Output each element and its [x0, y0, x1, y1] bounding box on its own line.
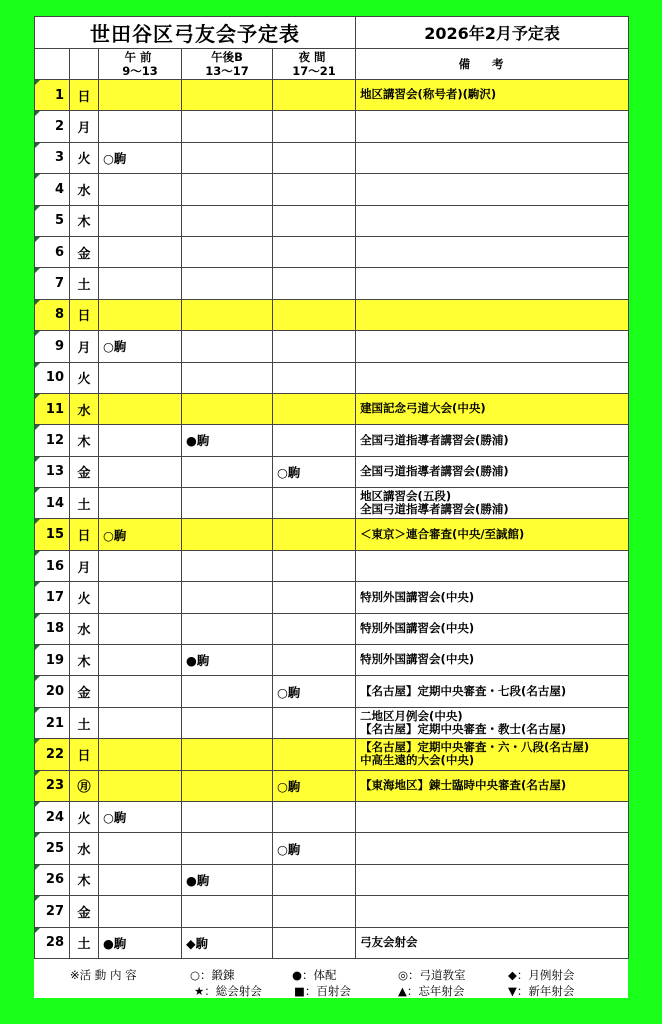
note-line: 二地区月例会(中央) [360, 708, 463, 723]
day-number: 3 [35, 142, 70, 173]
notes-cell [356, 864, 629, 895]
day-number: 1 [35, 80, 70, 111]
notes-cell [356, 833, 629, 864]
header-afternoon-time: 13～17 [205, 64, 249, 78]
day-number: 25 [35, 833, 70, 864]
afternoon-slot: ●駒 [182, 645, 273, 676]
day-of-week: 水 [70, 613, 99, 644]
day-number: 26 [35, 864, 70, 895]
day-number: 12 [35, 425, 70, 456]
note-line: 【東海地区】錬士臨時中央審査(名古屋) [360, 778, 567, 793]
day-row [35, 331, 629, 362]
morning-slot [99, 236, 182, 267]
day-row [35, 488, 629, 519]
day-row [35, 174, 629, 205]
day-number: 28 [35, 927, 70, 958]
schedule-sheet [34, 16, 628, 998]
day-row [35, 393, 629, 424]
night-slot [273, 801, 356, 832]
day-of-week: 火 [70, 582, 99, 613]
legend-item: ★：総会射会 [194, 984, 262, 998]
night-slot [273, 927, 356, 958]
morning-slot [99, 676, 182, 707]
note-line: ＜東京＞連合審査(中央/至誠館) [360, 526, 525, 541]
notes-cell [356, 299, 629, 330]
afternoon-slot [182, 550, 273, 581]
day-of-week: 水 [70, 833, 99, 864]
day-number: 24 [35, 801, 70, 832]
day-row [35, 362, 629, 393]
header-morning-time: 9～13 [122, 64, 158, 78]
day-number: 13 [35, 456, 70, 487]
night-slot [273, 739, 356, 770]
month-title: 2026年2月予定表 [356, 17, 629, 49]
notes-cell [356, 174, 629, 205]
notes-cell [356, 362, 629, 393]
header-notes-label: 備考 [458, 57, 526, 71]
night-slot: ○駒 [273, 456, 356, 487]
notes-cell [356, 613, 629, 644]
notes-cell [356, 111, 629, 142]
afternoon-slot: ◆駒 [182, 927, 273, 958]
morning-slot [99, 205, 182, 236]
night-slot [273, 864, 356, 895]
legend-item: ◎：弓道教室 [398, 968, 466, 982]
day-row [35, 770, 629, 801]
night-slot [273, 268, 356, 299]
day-row [35, 801, 629, 832]
night-slot [273, 613, 356, 644]
morning-slot [99, 80, 182, 111]
day-of-week: 日 [70, 739, 99, 770]
day-number: 15 [35, 519, 70, 550]
day-of-week: 木 [70, 645, 99, 676]
header-night [273, 49, 356, 80]
notes-cell [356, 205, 629, 236]
day-number: 11 [35, 393, 70, 424]
afternoon-slot: ●駒 [182, 425, 273, 456]
morning-slot [99, 456, 182, 487]
header-afternoon-name: 午後B [211, 50, 243, 64]
night-slot [273, 582, 356, 613]
day-of-week: 土 [70, 488, 99, 519]
morning-slot [99, 488, 182, 519]
day-row [35, 864, 629, 895]
notes-cell [356, 488, 629, 519]
note-line: 地区講習会(称号者)(駒沢) [360, 87, 497, 102]
afternoon-slot [182, 299, 273, 330]
page-title: 世田谷区弓友会予定表 [35, 17, 356, 49]
day-of-week: 月 [70, 331, 99, 362]
night-slot: ○駒 [273, 676, 356, 707]
day-of-week: 土 [70, 927, 99, 958]
morning-slot [99, 393, 182, 424]
afternoon-slot [182, 676, 273, 707]
day-row [35, 80, 629, 111]
day-row [35, 833, 629, 864]
header-night-name: 夜間 [298, 50, 330, 64]
morning-slot: ○駒 [99, 331, 182, 362]
night-slot [273, 645, 356, 676]
day-row [35, 425, 629, 456]
notes-cell [356, 393, 629, 424]
night-slot [273, 299, 356, 330]
night-slot [273, 331, 356, 362]
afternoon-slot [182, 582, 273, 613]
morning-slot: ○駒 [99, 142, 182, 173]
day-row [35, 550, 629, 581]
day-number: 20 [35, 676, 70, 707]
morning-slot [99, 833, 182, 864]
morning-slot [99, 174, 182, 205]
day-number: 16 [35, 550, 70, 581]
note-line: 特別外国講習会(中央) [360, 589, 475, 604]
notes-cell [356, 456, 629, 487]
morning-slot [99, 739, 182, 770]
night-slot [273, 550, 356, 581]
day-of-week: 日 [70, 80, 99, 111]
day-number: 23 [35, 770, 70, 801]
day-row [35, 111, 629, 142]
legend-item: ▼：新年射会 [508, 984, 575, 998]
day-of-week: 日 [70, 519, 99, 550]
note-line: 【名古屋】定期中央審査・六・八段(名古屋) [360, 739, 590, 754]
afternoon-slot [182, 770, 273, 801]
header-night-time: 17～21 [292, 64, 336, 78]
legend-title: ※活 動 内 容 [70, 968, 137, 982]
day-of-week: 金 [70, 236, 99, 267]
notes-cell [356, 582, 629, 613]
night-slot [273, 205, 356, 236]
day-row [35, 676, 629, 707]
notes-cell [356, 770, 629, 801]
afternoon-slot [182, 268, 273, 299]
notes-cell [356, 739, 629, 770]
day-row [35, 142, 629, 173]
legend-item: ●：体配 [292, 968, 337, 982]
morning-slot: ●駒 [99, 927, 182, 958]
notes-cell [356, 268, 629, 299]
day-of-week: 火 [70, 362, 99, 393]
notes-cell [356, 519, 629, 550]
day-number: 6 [35, 236, 70, 267]
notes-cell [356, 676, 629, 707]
night-slot [273, 142, 356, 173]
day-number: 9 [35, 331, 70, 362]
night-slot [273, 707, 356, 738]
note-line: 建国記念弓道大会(中央) [360, 401, 486, 416]
afternoon-slot [182, 393, 273, 424]
legend [34, 964, 628, 998]
afternoon-slot [182, 613, 273, 644]
day-row [35, 613, 629, 644]
day-row [35, 927, 629, 958]
notes-cell [356, 896, 629, 927]
night-slot [273, 425, 356, 456]
night-slot [273, 393, 356, 424]
day-row [35, 456, 629, 487]
night-slot [273, 111, 356, 142]
morning-slot [99, 362, 182, 393]
legend-item: ○：鍛錬 [190, 968, 235, 982]
legend-item: ▲：忘年射会 [398, 984, 465, 998]
day-row [35, 896, 629, 927]
night-slot [273, 80, 356, 111]
note-line: 【名古屋】定期中央審査・七段(名古屋) [360, 683, 567, 698]
note-line: 中高生遠的大会(中央) [360, 753, 475, 768]
day-number: 18 [35, 613, 70, 644]
afternoon-slot [182, 739, 273, 770]
afternoon-slot [182, 707, 273, 738]
notes-cell [356, 331, 629, 362]
morning-slot [99, 613, 182, 644]
header-blank [35, 49, 70, 80]
day-of-week: ㊊ [70, 770, 99, 801]
day-of-week: 水 [70, 174, 99, 205]
day-number: 21 [35, 707, 70, 738]
day-number: 5 [35, 205, 70, 236]
day-of-week: 火 [70, 801, 99, 832]
day-row [35, 739, 629, 770]
header-morning-name: 午前 [124, 50, 156, 64]
night-slot: ○駒 [273, 770, 356, 801]
day-of-week: 木 [70, 425, 99, 456]
header-notes [356, 49, 629, 80]
morning-slot [99, 111, 182, 142]
night-slot [273, 174, 356, 205]
day-of-week: 金 [70, 896, 99, 927]
day-of-week: 火 [70, 142, 99, 173]
afternoon-slot [182, 236, 273, 267]
note-line: 【名古屋】定期中央審査・教士(名古屋) [360, 722, 567, 736]
day-row [35, 707, 629, 738]
afternoon-slot [182, 205, 273, 236]
afternoon-slot [182, 456, 273, 487]
notes-cell [356, 707, 629, 738]
day-of-week: 水 [70, 393, 99, 424]
day-row [35, 582, 629, 613]
notes-cell [356, 645, 629, 676]
morning-slot [99, 268, 182, 299]
afternoon-slot [182, 519, 273, 550]
morning-slot [99, 425, 182, 456]
afternoon-slot [182, 111, 273, 142]
night-slot [273, 896, 356, 927]
day-number: 17 [35, 582, 70, 613]
legend-item: ◆：月例射会 [508, 968, 575, 982]
note-line: 特別外国講習会(中央) [360, 652, 475, 667]
day-row [35, 236, 629, 267]
day-rows [35, 80, 629, 959]
day-number: 4 [35, 174, 70, 205]
notes-cell [356, 425, 629, 456]
day-number: 8 [35, 299, 70, 330]
afternoon-slot [182, 174, 273, 205]
night-slot: ○駒 [273, 833, 356, 864]
day-number: 14 [35, 488, 70, 519]
afternoon-slot [182, 801, 273, 832]
notes-cell [356, 142, 629, 173]
day-of-week: 木 [70, 864, 99, 895]
notes-cell [356, 550, 629, 581]
legend-item: ■：百射会 [294, 984, 351, 998]
night-slot [273, 236, 356, 267]
day-of-week: 金 [70, 456, 99, 487]
header-morning [99, 49, 182, 80]
day-number: 19 [35, 645, 70, 676]
day-row [35, 519, 629, 550]
header-afternoon [182, 49, 273, 80]
notes-cell [356, 80, 629, 111]
afternoon-slot [182, 896, 273, 927]
afternoon-slot [182, 80, 273, 111]
day-of-week: 土 [70, 707, 99, 738]
note-line: 全国弓道指導者講習会(勝浦) [360, 432, 509, 447]
note-line: 全国弓道指導者講習会(勝浦) [360, 464, 509, 479]
day-of-week: 土 [70, 268, 99, 299]
notes-cell [356, 236, 629, 267]
morning-slot [99, 864, 182, 895]
note-line: 地区講習会(五段) [360, 488, 452, 503]
day-row [35, 268, 629, 299]
schedule-table [34, 16, 629, 959]
day-of-week: 月 [70, 111, 99, 142]
notes-cell [356, 801, 629, 832]
day-of-week: 日 [70, 299, 99, 330]
note-line: 特別外国講習会(中央) [360, 621, 475, 636]
afternoon-slot: ●駒 [182, 864, 273, 895]
morning-slot [99, 550, 182, 581]
day-number: 10 [35, 362, 70, 393]
day-row [35, 299, 629, 330]
day-number: 7 [35, 268, 70, 299]
morning-slot [99, 896, 182, 927]
afternoon-slot [182, 362, 273, 393]
morning-slot: ○駒 [99, 801, 182, 832]
note-line: 全国弓道指導者講習会(勝浦) [360, 502, 509, 517]
morning-slot [99, 770, 182, 801]
morning-slot: ○駒 [99, 519, 182, 550]
afternoon-slot [182, 488, 273, 519]
day-row [35, 645, 629, 676]
day-of-week: 金 [70, 676, 99, 707]
day-number: 2 [35, 111, 70, 142]
note-line: 弓友会射会 [360, 934, 418, 949]
night-slot [273, 362, 356, 393]
day-number: 22 [35, 739, 70, 770]
afternoon-slot [182, 833, 273, 864]
day-of-week: 木 [70, 205, 99, 236]
night-slot [273, 519, 356, 550]
morning-slot [99, 299, 182, 330]
morning-slot [99, 707, 182, 738]
afternoon-slot [182, 331, 273, 362]
afternoon-slot [182, 142, 273, 173]
day-row [35, 205, 629, 236]
notes-cell [356, 927, 629, 958]
morning-slot [99, 582, 182, 613]
morning-slot [99, 645, 182, 676]
night-slot [273, 488, 356, 519]
day-number: 27 [35, 896, 70, 927]
header-blank [70, 49, 99, 80]
day-of-week: 月 [70, 550, 99, 581]
